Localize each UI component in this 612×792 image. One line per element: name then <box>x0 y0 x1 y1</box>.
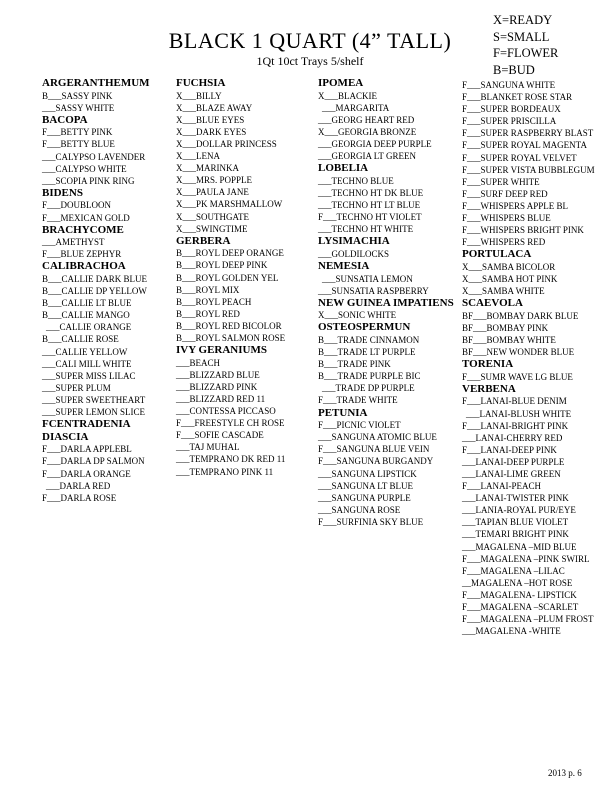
plant-item: X___SAMBA BICOLOR <box>462 261 556 272</box>
category-heading: IPOMEA <box>318 77 364 89</box>
plant-item: X___BILLY <box>176 90 222 101</box>
category-heading: ARGERANTHEMUM <box>42 77 150 89</box>
page-footer: 2013 p. 6 <box>548 768 582 778</box>
plant-item: X___SAMBA WHITE <box>462 286 545 297</box>
plant-item: ___LANAI-CHERRY RED <box>462 432 563 443</box>
plant-item: B___ROYL RED <box>176 308 240 319</box>
plant-item: B___TRADE LT PURPLE <box>318 347 416 358</box>
plant-item: X___MRS. POPPLE <box>176 175 253 186</box>
plant-item: ___SANGUNA ROSE <box>318 504 401 515</box>
plant-item: F___LANAI-BLUE DENIM <box>462 396 567 407</box>
plant-item: F___FREESTYLE CH ROSE <box>176 418 285 429</box>
plant-item: ___GOLDILOCKS <box>318 248 389 259</box>
plant-item: F___SURFINIA SKY BLUE <box>318 516 424 527</box>
plant-item: F___MAGALENA –SCARLET <box>462 602 579 613</box>
plant-item: ___TEMPRANO PINK 11 <box>176 466 274 477</box>
category-heading: LOBELIA <box>318 162 369 175</box>
plant-item: X___GEORGIA BRONZE <box>318 126 417 137</box>
plant-item: X___PAULA JANE <box>176 187 249 198</box>
category-heading: BRACHYCOME <box>42 223 124 236</box>
category-heading: NEW GUINEA IMPATIENS <box>318 296 454 309</box>
category-heading: PETUNIA <box>318 406 368 419</box>
plant-item: ___SANGUNA LT BLUE <box>318 480 414 491</box>
plant-item: ___BLIZZARD PINK <box>176 381 258 392</box>
plant-column-3 <box>318 77 454 528</box>
plant-item: F___BLUE ZEPHYR <box>42 249 122 260</box>
plant-item: ___TAPIAN BLUE VIOLET <box>462 517 569 528</box>
plant-item: X___LENA <box>176 151 220 162</box>
plant-item: B___ROYL PEACH <box>176 296 252 307</box>
plant-item: ___MARGARITA <box>322 102 390 113</box>
plant-column-2 <box>176 77 285 478</box>
plant-item: F___SUPER PRISCILLA <box>462 116 557 127</box>
plant-item: ___BLIZZARD RED 11 <box>176 393 266 404</box>
category-heading: FCENTRADENIA <box>42 418 131 431</box>
plant-item: B___ROYL DEEP ORANGE <box>176 248 284 259</box>
plant-item: F___SURF DEEP RED <box>462 188 548 199</box>
plant-item: ___LANAI-TWISTER PINK <box>462 493 569 504</box>
plant-item: ___SUPER MISS LILAC <box>42 370 136 381</box>
plant-item: B___ROYL GOLDEN YEL <box>176 272 279 283</box>
plant-item: ___CONTESSA PICCASO <box>176 406 276 417</box>
category-heading: BACOPA <box>42 113 88 126</box>
plant-item: F___SOFIE CASCADE <box>176 430 264 441</box>
plant-item: F___SUPER RASPBERRY BLAST <box>462 128 594 139</box>
plant-item: ___LANAI-BLUSH WHITE <box>466 408 572 419</box>
plant-item: F___SANGUNA BURGANDY <box>318 456 434 467</box>
plant-item: F___DOUBLOON <box>42 200 112 211</box>
plant-item: F___PICNIC VIOLET <box>318 420 401 431</box>
plant-item: ___SUPER PLUM <box>42 382 111 393</box>
plant-item: B___ROYL DEEP PINK <box>176 260 268 271</box>
plant-item: ___TEMARI BRIGHT PINK <box>462 529 569 540</box>
plant-item: X___MARINKA <box>176 163 239 174</box>
plant-item: ___BEACH <box>176 357 221 368</box>
plant-item: ___TEMPRANO DK RED 11 <box>176 454 286 465</box>
plant-item: F___MAGALENA –PINK SWIRL <box>462 553 590 564</box>
category-heading: DIASCIA <box>42 430 89 443</box>
plant-item: X___DARK EYES <box>176 126 247 137</box>
plant-item: B___TRADE CINNAMON <box>318 334 420 345</box>
plant-item: ___SUPER SWEETHEART <box>42 394 146 405</box>
plant-item: F___SUMR WAVE LG BLUE <box>462 371 573 382</box>
plant-item: ___LANAI-LIME GREEN <box>462 469 561 479</box>
plant-item: B___SASSY PINK <box>42 90 113 101</box>
plant-item: BF___NEW WONDER BLUE <box>462 347 575 358</box>
plant-item: F___WHISPERS BRIGHT PINK <box>462 225 584 236</box>
plant-item: F___DARLA ROSE <box>42 492 117 503</box>
page-subtitle: 1Qt 10ct Trays 5/shelf <box>256 54 364 68</box>
category-heading: TORENIA <box>462 358 514 371</box>
plant-item: F___LANAI-DEEP PINK <box>462 444 557 455</box>
plant-item: BF___BOMBAY PINK <box>462 322 549 333</box>
plant-item: X___BLUE EYES <box>176 114 245 125</box>
plant-item: F___TRADE WHITE <box>318 395 398 406</box>
plant-item: F___WHISPERS BLUE <box>462 213 551 224</box>
category-heading: OSTEOSPERMUN <box>318 321 411 334</box>
plant-item: ___MAGALENA –MID BLUE <box>462 541 577 552</box>
legend-flower: F=FLOWER <box>493 46 559 60</box>
plant-item: ___MAGALENA -WHITE <box>462 626 561 637</box>
category-heading: FUCHSIA <box>176 77 226 89</box>
plant-item: F___SANGUNA BLUE VEIN <box>318 444 430 455</box>
plant-item: F___MAGALENA –PLUM FROST <box>462 614 594 625</box>
category-heading: VERBENA <box>462 382 516 395</box>
plant-item: F___SUPER VISTA BUBBLEGUM <box>462 164 595 175</box>
plant-column-1 <box>42 77 150 504</box>
plant-item: F___SUPER ROYAL VELVET <box>462 152 577 163</box>
plant-item: ___GEORGIA LT GREEN <box>318 151 417 162</box>
plant-item: F___DARLA DP SALMON <box>42 456 145 467</box>
plant-item: F___LANAI-PEACH <box>462 481 542 492</box>
plant-item: B___CALLIE DARK BLUE <box>42 274 147 284</box>
plant-item: ___DARLA RED <box>46 480 111 491</box>
plant-item: B___ROYL RED BICOLOR <box>176 320 282 331</box>
plant-item: X___BLACKIE <box>318 90 377 101</box>
plant-item: B___CALLIE MANGO <box>42 310 130 321</box>
plant-item: X___SAMBA HOT PINK <box>462 274 558 284</box>
plant-item: F___DARLA ORANGE <box>42 468 131 479</box>
legend-small: S=SMALL <box>493 29 550 44</box>
plant-item: ___TECHNO BLUE <box>318 175 394 186</box>
plant-item: B___TRADE PURPLE BIC <box>318 371 421 382</box>
plant-item: ___SCOPIA PINK RING <box>42 175 135 186</box>
category-heading: CALIBRACHOA <box>42 260 126 273</box>
plant-item: F___BLANKET ROSE STAR <box>462 92 573 103</box>
plant-item: X___SONIC WHITE <box>318 310 397 321</box>
plant-item: B___TRADE PINK <box>318 359 391 370</box>
plant-item: X___SWINGTIME <box>176 223 248 234</box>
plant-item: ___CALYPSO LAVENDER <box>42 151 146 162</box>
plant-item: ___TECHNO HT WHITE <box>318 224 414 235</box>
plant-item: F___LANAI-BRIGHT PINK <box>462 420 569 431</box>
plant-item: B___CALLIE ROSE <box>42 334 119 345</box>
plant-item: ___TAJ MUHAL <box>176 442 240 453</box>
plant-item: ___SANGUNA LIPSTICK <box>318 468 417 479</box>
plant-item: X___SOUTHGATE <box>176 211 249 222</box>
plant-item: F___SUPER ROYAL MAGENTA <box>462 140 587 151</box>
plant-item: ___LANIA-ROYAL PUR/EYE <box>462 505 576 516</box>
plant-item: BF___BOMBAY WHITE <box>462 334 556 345</box>
status-legend <box>493 12 558 78</box>
plant-item: B___CALLIE DP YELLOW <box>42 286 147 297</box>
plant-item: F___BETTY PINK <box>42 127 113 138</box>
plant-item: F___DARLA APPLEBL <box>42 444 132 455</box>
plant-item: ___CALLIE YELLOW <box>42 346 128 357</box>
category-heading: NEMESIA <box>318 259 370 272</box>
plant-item: B___ROYL SALMON ROSE <box>176 332 286 343</box>
plant-item: ___SANGUNA ATOMIC BLUE <box>318 432 437 443</box>
plant-item: F___MEXICAN GOLD <box>42 212 130 223</box>
plant-item: X___BLAZE AWAY <box>176 102 253 113</box>
plant-item: B___ROYL MIX <box>176 284 240 295</box>
plant-item: ___TECHNO HT LT BLUE <box>318 199 421 210</box>
plant-item: F___MAGALENA- LIPSTICK <box>462 589 577 600</box>
plant-item: BF___BOMBAY DARK BLUE <box>462 310 579 321</box>
category-heading: LYSIMACHIA <box>318 235 390 248</box>
plant-item: F___WHISPERS RED <box>462 237 546 248</box>
category-heading: GERBERA <box>176 234 231 247</box>
plant-item: ___AMETHYST <box>42 237 105 248</box>
legend-bud: B=BUD <box>493 62 535 77</box>
plant-column-4 <box>462 79 595 637</box>
plant-item: ___SUNSATIA LEMON <box>322 273 413 284</box>
plant-item: ___LANAI-DEEP PURPLE <box>462 456 565 467</box>
plant-item: ___CALYPSO WHITE <box>42 163 127 174</box>
plant-item: F___TECHNO HT VIOLET <box>318 212 422 223</box>
plant-item: ___BLIZZARD BLUE <box>176 369 260 380</box>
category-heading: SCAEVOLA <box>462 297 523 310</box>
category-heading: PORTULACA <box>462 248 532 261</box>
category-heading: BIDENS <box>42 186 83 199</box>
plant-item: ___GEORGIA DEEP PURPLE <box>318 138 432 149</box>
plant-item: F___SUPER BORDEAUX <box>462 104 561 115</box>
plant-item: ___GEORG HEART RED <box>318 114 415 125</box>
category-heading: IVY GERANIUMS <box>176 344 267 357</box>
plant-item: ___TECHNO HT DK BLUE <box>318 187 424 198</box>
plant-item: ___SASSY WHITE <box>42 102 115 113</box>
plant-item: ___SUNSATIA RASPBERRY <box>318 285 429 296</box>
plant-item: X___PK MARSHMALLOW <box>176 199 283 210</box>
plant-item: ___SANGUNA PURPLE <box>318 492 411 503</box>
plant-item: ___CALI MILL WHITE <box>42 358 132 369</box>
legend-ready: X=READY <box>493 13 553 27</box>
plant-item: X___DOLLAR PRINCESS <box>176 138 277 149</box>
plant-item: ___TRADE DP PURPLE <box>322 383 415 394</box>
plant-item: F___SUPER WHITE <box>462 176 540 187</box>
plant-item: ___SUPER LEMON SLICE <box>42 407 146 418</box>
plant-item: __MAGALENA –HOT ROSE <box>462 577 573 588</box>
plant-item: B___CALLIE LT BLUE <box>42 298 132 309</box>
page-title: BLACK 1 QUART (4” TALL) <box>168 28 452 53</box>
plant-item: F___WHISPERS APPLE BL <box>462 200 569 211</box>
plant-item: F___MAGALENA –LILAC <box>462 565 565 576</box>
plant-item: F___BETTY BLUE <box>42 139 115 150</box>
plant-item: ___CALLIE ORANGE <box>46 322 132 333</box>
plant-item: F___SANGUNA WHITE <box>462 80 556 90</box>
